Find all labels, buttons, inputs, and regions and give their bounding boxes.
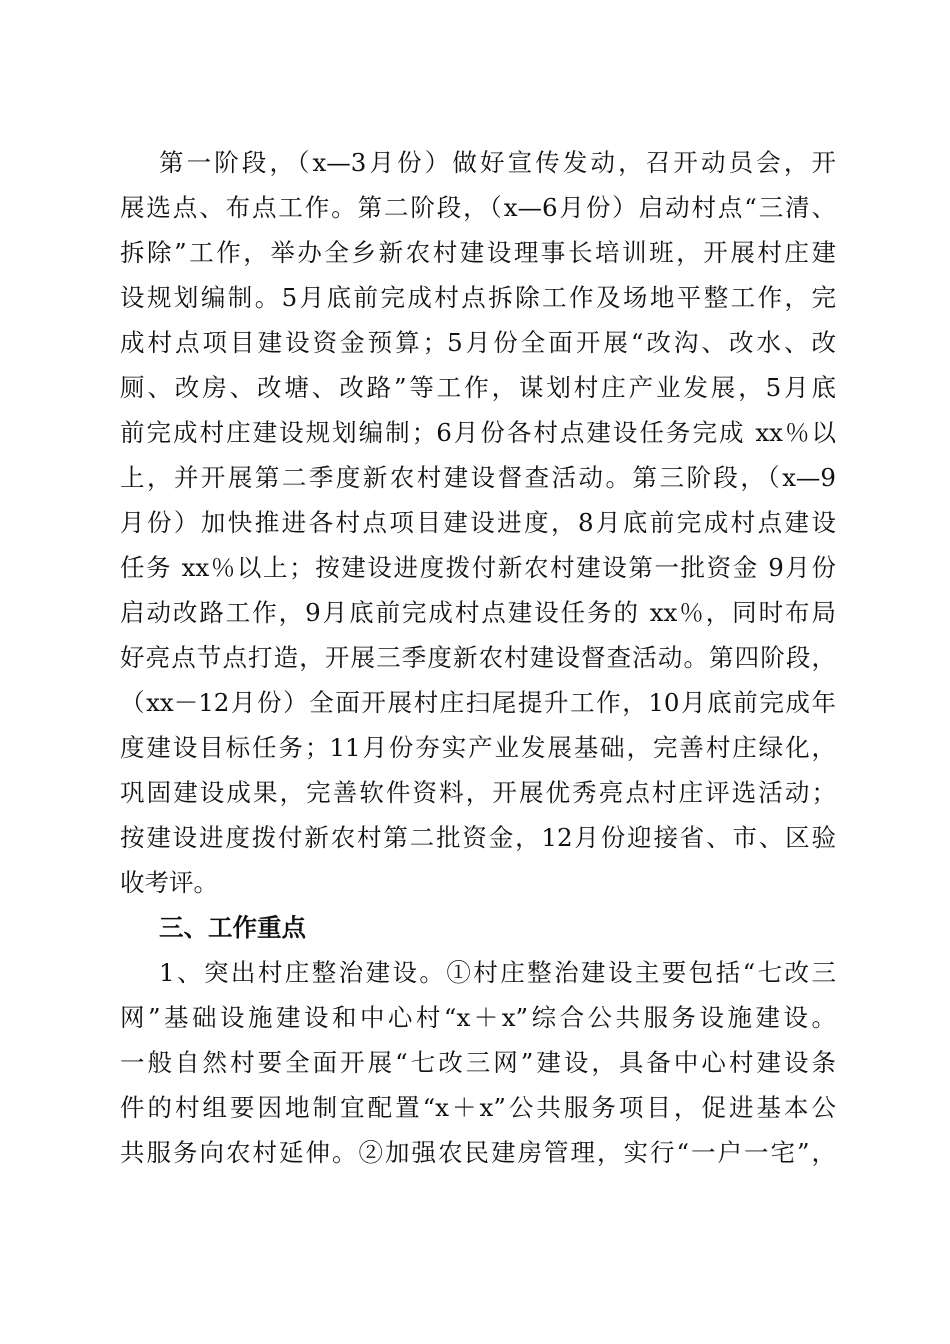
paragraph-line: 度建设目标任务；11月份夯实产业发展基础，完善村庄绿化， [120,733,836,762]
paragraph-line: 巩固建设成果，完善软件资料，开展优秀亮点村庄评选活动； [120,778,836,807]
paragraph-line: 按建设进度拨付新农村第二批资金，12月份迎接省、市、区验 [120,823,836,852]
paragraph-line: 月份）加快推进各村点项目建设进度，8月底前完成村点建设 [120,508,836,537]
paragraph-line: 成村点项目建设资金预算；5月份全面开展“改沟、改水、改 [120,328,836,357]
paragraph-line: （xx－12月份）全面开展村庄扫尾提升工作，10月底前完成年 [120,688,836,717]
paragraph-line: 展选点、布点工作。第二阶段，（x—6月份）启动村点“三清、 [120,193,836,222]
paragraph-line: 件的村组要因地制宜配置“x＋x”公共服务项目，促进基本公 [120,1093,836,1122]
section-heading: 三、工作重点 [159,913,306,942]
paragraph-line: 厕、改房、改塘、改路”等工作，谋划村庄产业发展，5月底 [120,373,836,402]
paragraph-line: 好亮点节点打造，开展三季度新农村建设督查活动。第四阶段， [120,643,836,672]
paragraph-line: 收考评。 [120,868,218,897]
paragraph-line: 1、突出村庄整治建设。①村庄整治建设主要包括“七改三 [159,958,836,987]
paragraph-line: 前完成村庄建设规划编制；6月份各村点建设任务完成 xx％以 [120,418,836,447]
paragraph-line: 设规划编制。5月底前完成村点拆除工作及场地平整工作，完 [120,283,836,312]
paragraph-line: 网”基础设施建设和中心村“x＋x”综合公共服务设施建设。 [120,1003,836,1032]
paragraph-line: 任务 xx％以上；按建设进度拨付新农村建设第一批资金 9月份 [120,553,836,582]
paragraph-line: 拆除”工作，举办全乡新农村建设理事长培训班，开展村庄建 [120,238,836,267]
paragraph-line: 上，并开展第二季度新农村建设督查活动。第三阶段，（x—9 [120,463,836,492]
paragraph-line: 一般自然村要全面开展“七改三网”建设，具备中心村建设条 [120,1048,836,1077]
paragraph-line: 共服务向农村延伸。②加强农民建房管理，实行“一户一宅”， [120,1138,836,1167]
paragraph-line: 第一阶段，（x—3月份）做好宣传发动，召开动员会，开 [159,148,836,177]
paragraph-line: 启动改路工作，9月底前完成村点建设任务的 xx％，同时布局 [120,598,836,627]
